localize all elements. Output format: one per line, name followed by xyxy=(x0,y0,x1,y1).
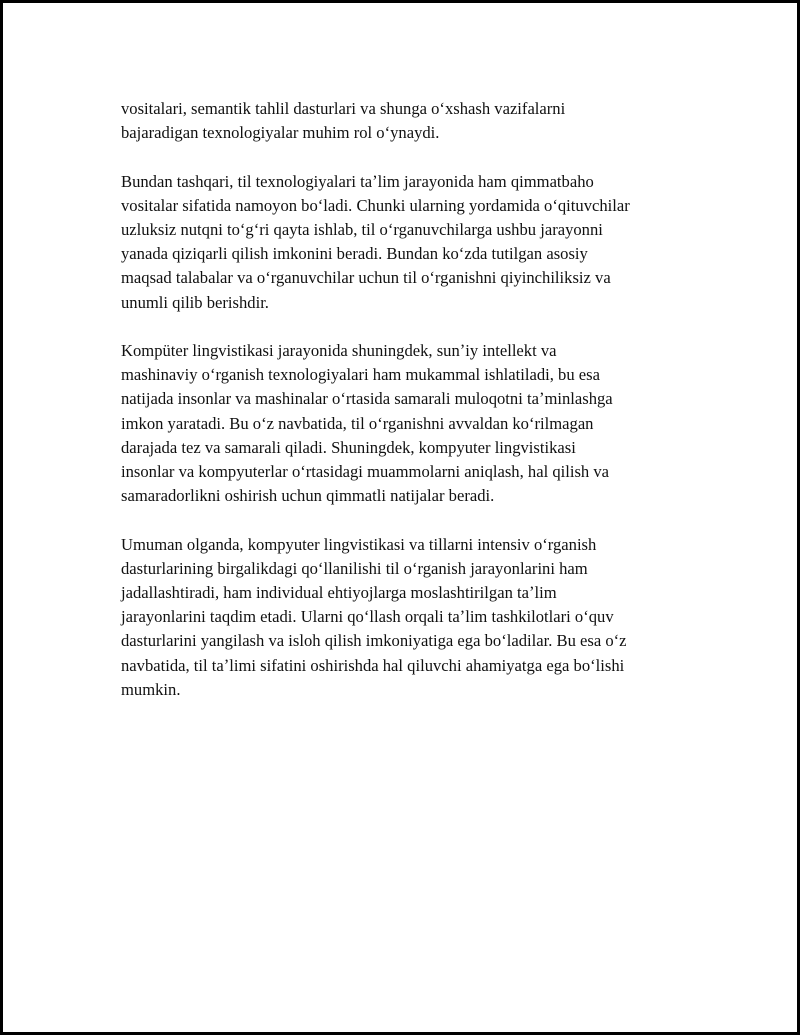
paragraph-1 xyxy=(121,97,721,145)
text-line: bajaradigan texnologiyalar muhim rol oʻynaydi. xyxy=(121,123,440,143)
text-line: natijada insonlar va mashinalar oʻrtasida samarali muloqotni taʼminlashga xyxy=(121,389,613,409)
paragraph-2 xyxy=(121,170,721,315)
text-line: mashinaviy oʻrganish texnologiyalari ham mukammal ishlatiladi, bu esa xyxy=(121,365,600,385)
text-line: jadallashtiradi, ham individual ehtiyojlarga moslashtirilgan taʼlim xyxy=(121,583,557,603)
text-line: insonlar va kompyuterlar oʻrtasidagi muammolarni aniqlash, hal qilish va xyxy=(121,462,610,482)
text-line: samaradorlikni oshirish uchun qimmatli natijalar beradi. xyxy=(121,486,495,506)
text-line: yanada qiziqarli qilish imkonini beradi. Bundan koʻzda tutilgan asosiy xyxy=(121,244,588,264)
text-line: navbatida, til taʼlimi sifatini oshirishda hal qiluvchi ahamiyatga ega boʻlishi xyxy=(121,655,625,675)
text-line: dasturlarini yangilash va isloh qilish imkoniyatiga ega boʻladilar. Bu esa oʻz xyxy=(121,631,627,651)
text-line: unumli qilib berishdir. xyxy=(121,292,269,312)
text-line: maqsad talabalar va oʻrganuvchilar uchun til oʻrganishni qiyinchiliksiz va xyxy=(121,268,611,288)
text-line: imkon yaratadi. Bu oʻz navbatida, til oʻrganishni avvaldan koʻrilmagan xyxy=(121,413,594,433)
text-line: Umuman olganda, kompyuter lingvistikasi va tillarni intensiv oʻrganish xyxy=(121,534,597,554)
text-line: darajada tez va samarali qiladi. Shuningdek, kompyuter lingvistikasi xyxy=(121,437,576,457)
text-line: Kompüter lingvistikasi jarayonida shuningdek, sunʼiy intellekt va xyxy=(121,341,557,360)
document-body xyxy=(121,97,721,726)
text-line: uzluksiz nutqni toʻgʻri qayta ishlab, til oʻrganuvchilarga ushbu jarayonni xyxy=(121,220,603,239)
text-line: mumkin. xyxy=(121,679,181,699)
text-line: vositalar sifatida namoyon boʻladi. Chunki ularning yordamida oʻqituvchilar xyxy=(121,195,630,215)
text-line: dasturlarining birgalikdagi qoʻllanilishi til oʻrganish jarayonlarini ham xyxy=(121,558,588,578)
text-line: jarayonlarini taqdim etadi. Ularni qoʻllash orqali taʼlim tashkilotlari oʻquv xyxy=(121,607,614,627)
text-line: Bundan tashqari, til texnologiyalari taʼlim jarayonida ham qimmatbaho xyxy=(121,171,594,191)
text-line: vositalari, semantik tahlil dasturlari va shunga oʻxshash vazifalarni xyxy=(121,99,566,118)
paragraph-3 xyxy=(121,339,721,508)
paragraph-4 xyxy=(121,533,721,702)
